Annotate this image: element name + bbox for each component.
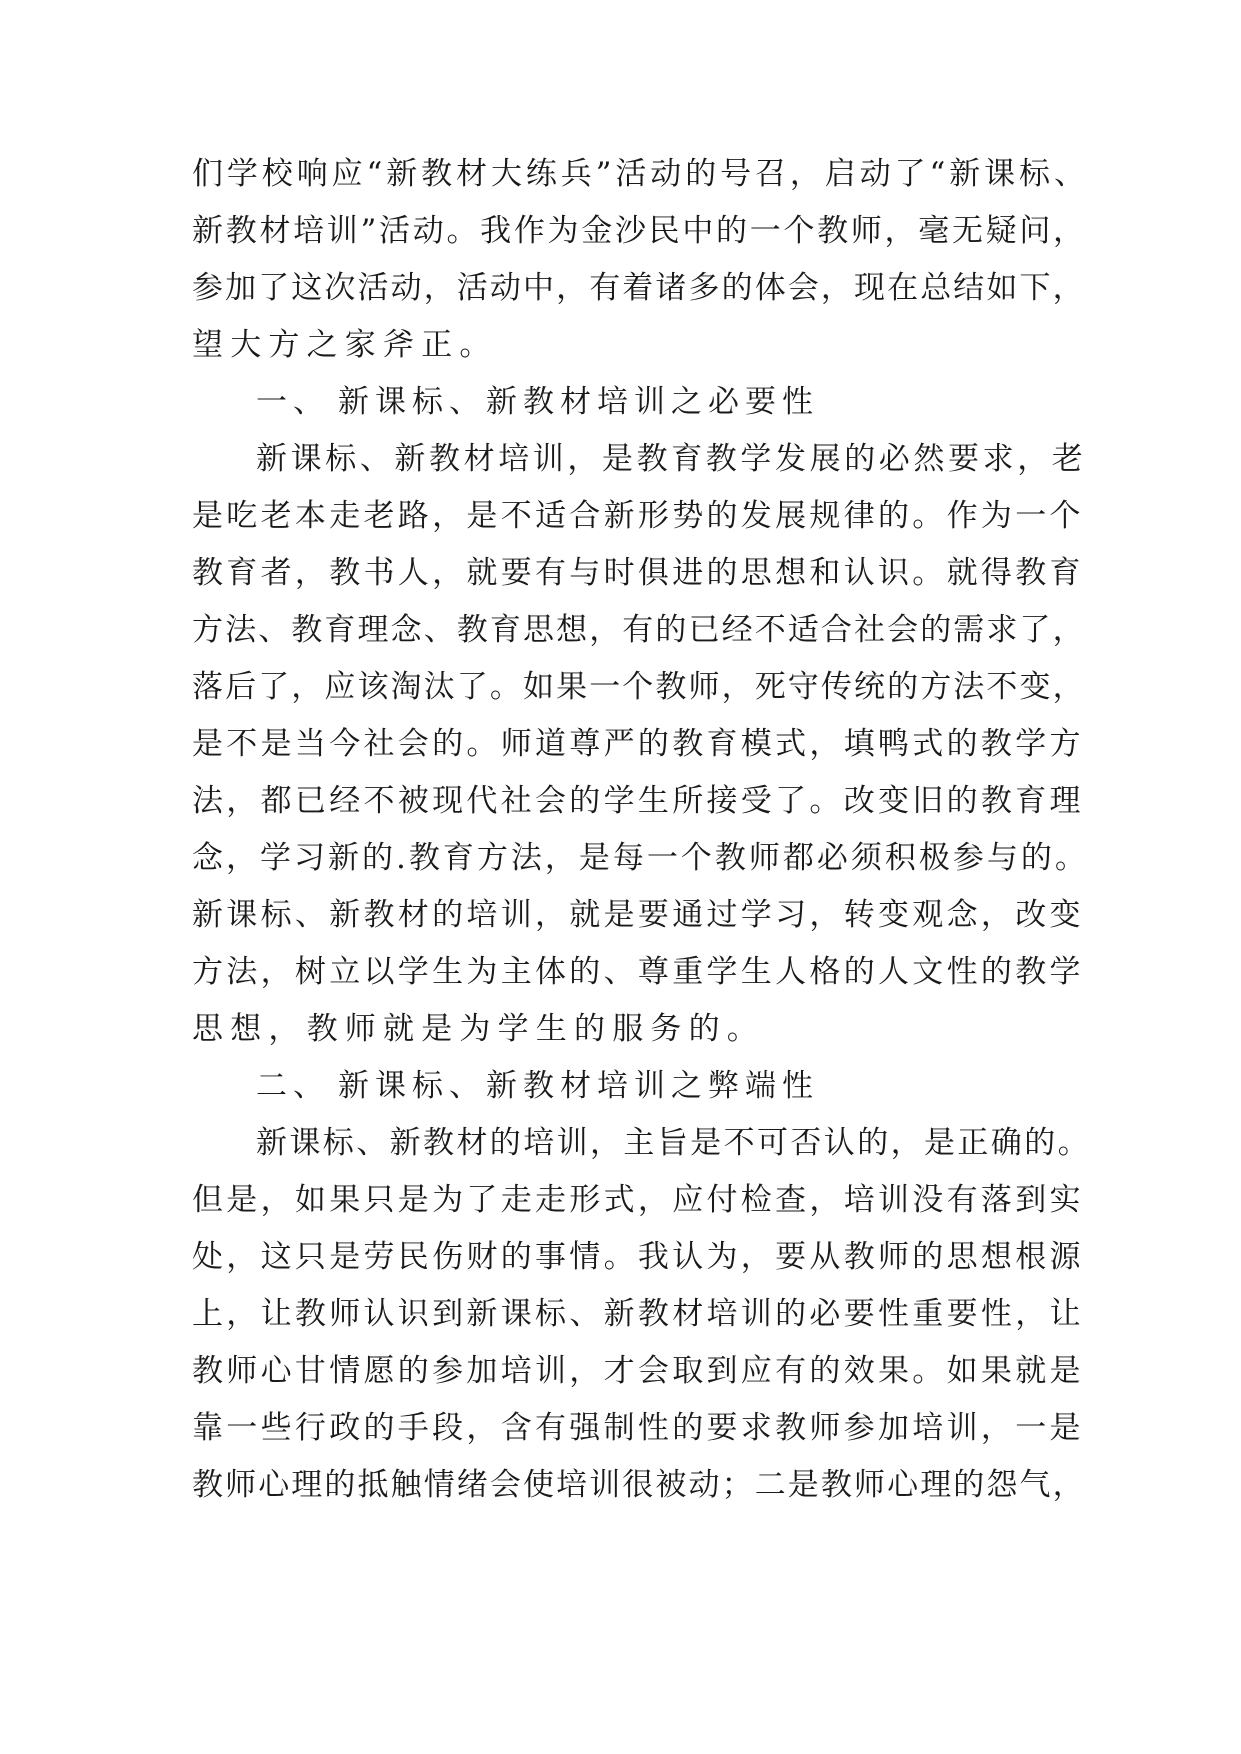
paragraph-line: 教师心理的抵触情绪会使培训很被动；二是教师心理的怨气，	[192, 1467, 1086, 1503]
section-1-heading	[256, 374, 819, 431]
paragraph-line: 教育者，教书人，就要有与时俱进的思想和认识。就得教育	[192, 555, 1084, 591]
paragraph-line: 是吃老本走老路，是不适合新形势的发展规律的。作为一个	[192, 498, 1084, 534]
paragraph-line: 新课标、新教材培训，是教育教学发展的必然要求，老	[256, 441, 1087, 477]
paragraph-line: 落后了，应该淘汰了。如果一个教师，死守传统的方法不变，	[192, 669, 1086, 705]
paragraph-line: 方法、教育理念、教育思想，有的已经不适合社会的需求了，	[192, 612, 1086, 648]
paragraph-line: 处，这只是劳民伤财的事情。我认为，要从教师的思想根源	[192, 1239, 1084, 1275]
section-1-number: 一、	[256, 384, 330, 420]
paragraph-line: 法，都已经不被现代社会的学生所接受了。改变旧的教育理	[192, 783, 1084, 819]
paragraph-line: 靠一些行政的手段，含有强制性的要求教师参加培训，一是	[192, 1410, 1084, 1446]
paragraph-line: 念，学习新的.教育方法，是每一个教师都必须积极参与的。	[192, 840, 1089, 876]
paragraph-line: 是不是当今社会的。师道尊严的教育模式，填鸭式的教学方	[192, 726, 1084, 762]
paragraph-line: 教师心甘情愿的参加培训，才会取到应有的效果。如果就是	[192, 1353, 1084, 1389]
intro-line: 望大方之家斧正。	[192, 327, 498, 363]
intro-line: 们学校响应“新教材大练兵”活动的号召，启动了“新课标、	[192, 156, 1089, 192]
paragraph-line: 思想，教师就是为学生的服务的。	[192, 1011, 765, 1047]
section-1-title: 新课标、新教材培训之必要性	[338, 384, 819, 420]
section-2-heading	[256, 1058, 819, 1115]
paragraph-line: 但是，如果只是为了走走形式，应付检查，培训没有落到实	[192, 1182, 1084, 1218]
paragraph-line: 上，让教师认识到新课标、新教材培训的必要性重要性，让	[192, 1296, 1084, 1332]
paragraph-line: 方法，树立以学生为主体的、尊重学生人格的人文性的教学	[192, 954, 1084, 990]
intro-line: 参加了这次活动，活动中，有着诸多的体会，现在总结如下，	[192, 270, 1086, 306]
intro-line: 新教材培训”活动。我作为金沙民中的一个教师，毫无疑问，	[192, 213, 1087, 249]
paragraph-line: 新课标、新教材的培训，就是要通过学习，转变观念，改变	[192, 897, 1084, 933]
section-2-title: 新课标、新教材培训之弊端性	[338, 1068, 819, 1104]
section-2-number: 二、	[256, 1068, 330, 1104]
paragraph-line: 新课标、新教材的培训，主旨是不可否认的，是正确的。	[256, 1125, 1091, 1161]
